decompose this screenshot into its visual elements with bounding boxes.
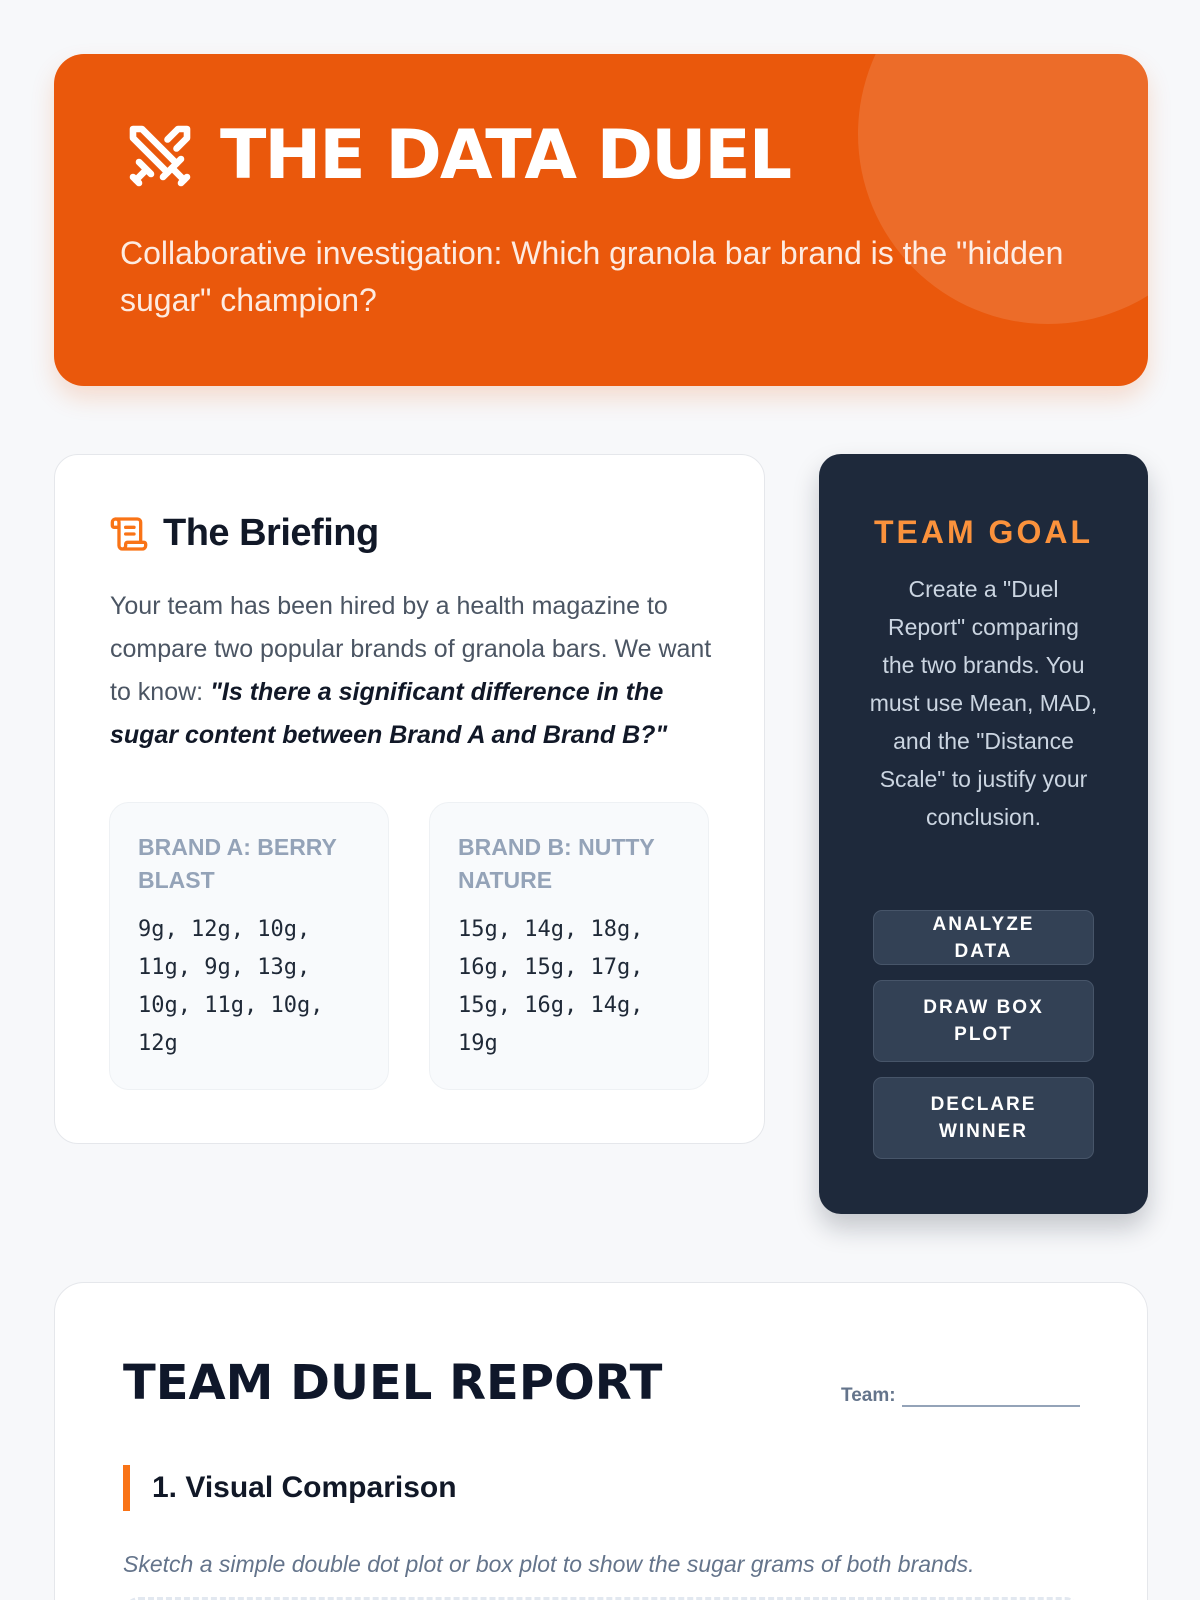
brand-b-values: 15g, 14g, 18g, 16g, 15g, 17g, 15g, 16g, 14g, 19g [458,917,644,1056]
section-title: 1. Visual Comparison [152,1471,457,1504]
team-goal-panel [819,454,1148,1214]
section-instructions: Sketch a simple double dot plot or box plot to show the sugar grams of both brands. [123,1551,975,1577]
crossed-swords-icon [124,120,196,192]
analyze-data-button[interactable]: ANALYZE DATA [873,910,1094,965]
brand-b-card [429,802,709,1090]
briefing-header [109,512,379,555]
team-duel-report [54,1282,1148,1600]
brand-a-values: 9g, 12g, 10g, 11g, 9g, 13g, 10g, 11g, 10g, 12g [138,917,324,1056]
draw-box-plot-button[interactable]: DRAW BOX PLOT [873,980,1094,1062]
section-visual-comparison [123,1465,457,1511]
brand-b-name: BRAND B: NUTTY NATURE [458,834,655,893]
team-name-blank[interactable] [902,1389,1080,1407]
team-goal-text: Create a "Duel Report" comparing the two brands. You must use Mean, MAD, and the "Distance Scale" to justify your conclusion. [869,576,1098,830]
report-title: TEAM DUEL REPORT [123,1355,663,1411]
brand-a-card [109,802,389,1090]
page-subtitle: Collaborative investigation: Which granola bar brand is the "hidden sugar" champion? [120,235,1064,318]
hero-banner [54,54,1148,386]
briefing-text [110,585,720,757]
page-title: THE DATA DUEL [220,116,791,195]
team-name-field[interactable] [841,1385,1080,1407]
team-goal-title: TEAM GOAL [874,514,1093,550]
hero-title-row [124,116,791,195]
declare-winner-button[interactable]: DECLARE WINNER [873,1077,1094,1159]
briefing-intro: Your team has been hired by a health magazine to compare two popular brands of granola bars. We want to know: [110,592,712,706]
briefing-question: "Is there a significant difference in the sugar content between Brand A and Brand B?" [110,678,668,749]
briefing-title: The Briefing [163,512,379,554]
team-label: Team: [841,1385,896,1406]
brand-a-name: BRAND A: BERRY BLAST [138,834,337,893]
scroll-icon [109,514,149,554]
